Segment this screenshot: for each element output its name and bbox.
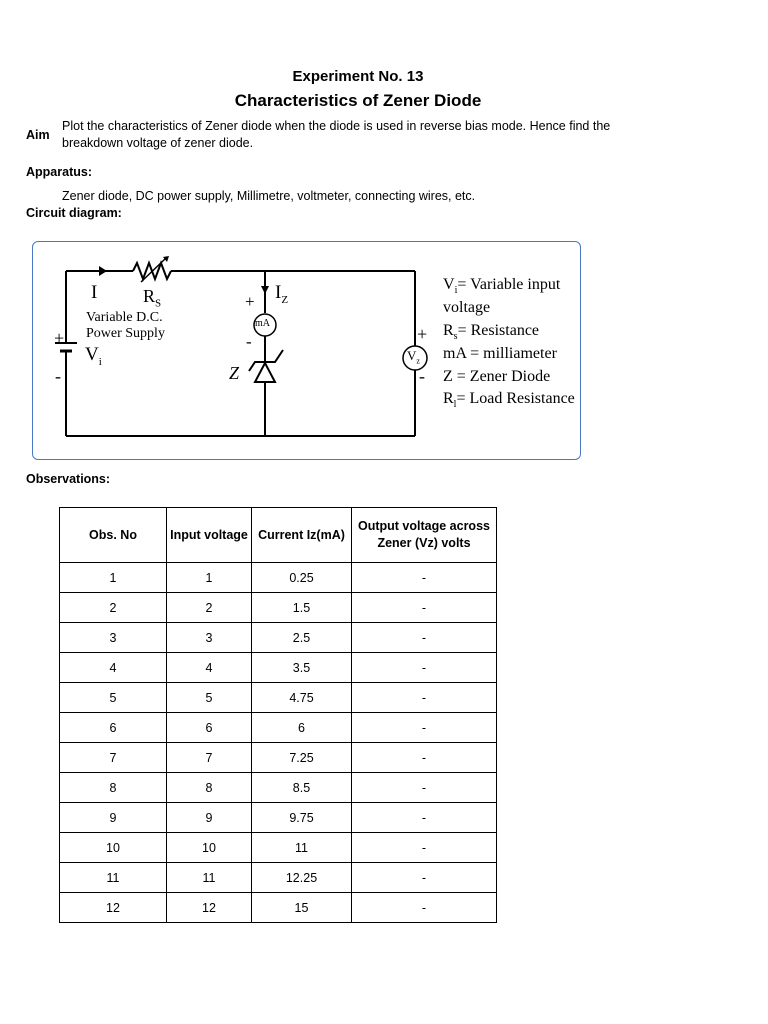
- header-input-voltage: Input voltage: [167, 508, 252, 563]
- cell-current: 1.5: [252, 593, 352, 623]
- cell-output-voltage: -: [352, 713, 497, 743]
- vz-meter-label: [407, 348, 420, 366]
- table-row: [60, 863, 497, 893]
- cell-input-voltage: 9: [167, 803, 252, 833]
- iz-arrow: [261, 286, 269, 294]
- table-row: [60, 773, 497, 803]
- rs-label: [143, 286, 161, 310]
- cell-current: 15: [252, 893, 352, 923]
- experiment-number: Experiment No. 13: [292, 68, 424, 85]
- legend-rl-text: = Load Resistance: [456, 390, 575, 407]
- cell-input-voltage: 5: [167, 683, 252, 713]
- zener-triangle: [255, 363, 275, 382]
- table-row: [60, 833, 497, 863]
- apparatus-label: Apparatus:: [26, 165, 92, 179]
- legend-vi: [443, 276, 560, 296]
- page-title: Characteristics of Zener Diode: [234, 91, 482, 110]
- cell-input-voltage: 6: [167, 713, 252, 743]
- cell-input-voltage: 11: [167, 863, 252, 893]
- cell-current: 11: [252, 833, 352, 863]
- current-label: I: [91, 282, 98, 303]
- cell-current: 9.75: [252, 803, 352, 833]
- cell-obs-no: 8: [60, 773, 167, 803]
- cell-current: 4.75: [252, 683, 352, 713]
- cell-current: 6: [252, 713, 352, 743]
- legend-vi-text: = Variable input: [457, 276, 561, 293]
- cell-input-voltage: 7: [167, 743, 252, 773]
- cell-input-voltage: 10: [167, 833, 252, 863]
- legend-rs-text: = Resistance: [457, 322, 540, 339]
- cell-obs-no: 11: [60, 863, 167, 893]
- legend-voltage: [443, 299, 490, 317]
- cell-obs-no: 4: [60, 653, 167, 683]
- cell-obs-no: 9: [60, 803, 167, 833]
- header-output-voltage: Output voltage across Zener (Vz) volts: [352, 508, 497, 563]
- minus-right: -: [419, 366, 425, 386]
- table-header-row: [60, 508, 497, 563]
- rheostat-arrow: [141, 259, 165, 282]
- cell-obs-no: 6: [60, 713, 167, 743]
- legend-voltage-text: voltage: [443, 299, 491, 316]
- cell-obs-no: 7: [60, 743, 167, 773]
- legend-ma: [443, 345, 557, 363]
- cell-output-voltage: -: [352, 653, 497, 683]
- vi-symbol: V: [85, 344, 99, 365]
- circuit-diagram: [32, 241, 581, 460]
- cell-output-voltage: -: [352, 623, 497, 653]
- legend-ma-text: mA = milliameter: [443, 345, 557, 362]
- rs-subscript: S: [155, 297, 162, 310]
- legend-rs-subscript: s: [453, 331, 458, 343]
- cell-obs-no: 1: [60, 563, 167, 593]
- legend-rs: [443, 322, 539, 342]
- plus-left: +: [54, 328, 65, 348]
- cell-current: 3.5: [252, 653, 352, 683]
- cell-output-voltage: -: [352, 563, 497, 593]
- cell-input-voltage: 2: [167, 593, 252, 623]
- cell-input-voltage: 1: [167, 563, 252, 593]
- cell-output-voltage: -: [352, 743, 497, 773]
- iz-symbol: I: [275, 282, 282, 303]
- legend-vi-subscript: i: [454, 285, 458, 297]
- observations-label: Observations:: [26, 472, 111, 486]
- table-row: [60, 893, 497, 923]
- cell-output-voltage: -: [352, 833, 497, 863]
- cell-obs-no: 10: [60, 833, 167, 863]
- cell-current: 7.25: [252, 743, 352, 773]
- current-arrow: [99, 266, 107, 276]
- rheostat-arrowhead: [163, 256, 169, 262]
- minus-left: -: [55, 366, 61, 386]
- legend-rl: [443, 390, 575, 410]
- cell-obs-no: 3: [60, 623, 167, 653]
- table-row: [60, 683, 497, 713]
- legend-rs-symbol: R: [443, 322, 454, 339]
- vi-label: [85, 344, 102, 368]
- cell-input-voltage: 3: [167, 623, 252, 653]
- cell-obs-no: 5: [60, 683, 167, 713]
- observations-table: [59, 507, 497, 923]
- legend-zener: [443, 368, 550, 386]
- aim-label: Aim: [26, 128, 50, 142]
- iz-subscript: Z: [281, 293, 289, 306]
- header-obs-no: Obs. No: [60, 508, 167, 563]
- plus-meter: +: [245, 292, 255, 311]
- legend-vi-symbol: V: [443, 276, 455, 293]
- cell-input-voltage: 12: [167, 893, 252, 923]
- table-row: [60, 713, 497, 743]
- cell-current: 0.25: [252, 563, 352, 593]
- vz-subscript: z: [416, 356, 420, 366]
- cell-obs-no: 2: [60, 593, 167, 623]
- circuit-diagram-label: Circuit diagram:: [26, 206, 122, 220]
- rs-symbol: R: [143, 286, 156, 306]
- table-row: [60, 803, 497, 833]
- table-row: [60, 593, 497, 623]
- legend-zener-text: Z = Zener Diode: [443, 368, 551, 385]
- apparatus-text: Zener diode, DC power supply, Millimetre, voltmeter, connecting wires, etc.: [62, 189, 476, 203]
- cell-output-voltage: -: [352, 593, 497, 623]
- table-row: [60, 653, 497, 683]
- supply-label-1: Variable D.C.: [86, 310, 163, 325]
- cell-current: 2.5: [252, 623, 352, 653]
- table-row: [60, 563, 497, 593]
- aim-text: Plot the characteristics of Zener diode when the diode is used in reverse bias mode. Hence find the breakdown voltage of zener diode.: [62, 119, 611, 150]
- cell-current: 8.5: [252, 773, 352, 803]
- legend-rl-symbol: R: [443, 390, 454, 407]
- header-current-iz: Current Iz(mA): [252, 508, 352, 563]
- table-row: [60, 623, 497, 653]
- zener-label: Z: [229, 363, 240, 383]
- iz-label: [275, 282, 288, 306]
- ma-meter-label: mA: [255, 318, 270, 329]
- cell-output-voltage: -: [352, 803, 497, 833]
- cell-output-voltage: -: [352, 893, 497, 923]
- cell-input-voltage: 8: [167, 773, 252, 803]
- legend-rl-subscript: l: [453, 399, 457, 411]
- minus-meter: -: [246, 332, 252, 351]
- cell-output-voltage: -: [352, 683, 497, 713]
- cell-obs-no: 12: [60, 893, 167, 923]
- cell-output-voltage: -: [352, 863, 497, 893]
- plus-right: +: [417, 324, 428, 344]
- cell-current: 12.25: [252, 863, 352, 893]
- cell-output-voltage: -: [352, 773, 497, 803]
- cell-input-voltage: 4: [167, 653, 252, 683]
- vz-symbol: V: [407, 348, 417, 363]
- vi-subscript: i: [98, 355, 102, 368]
- supply-label-2: Power Supply: [86, 326, 165, 341]
- table-row: [60, 743, 497, 773]
